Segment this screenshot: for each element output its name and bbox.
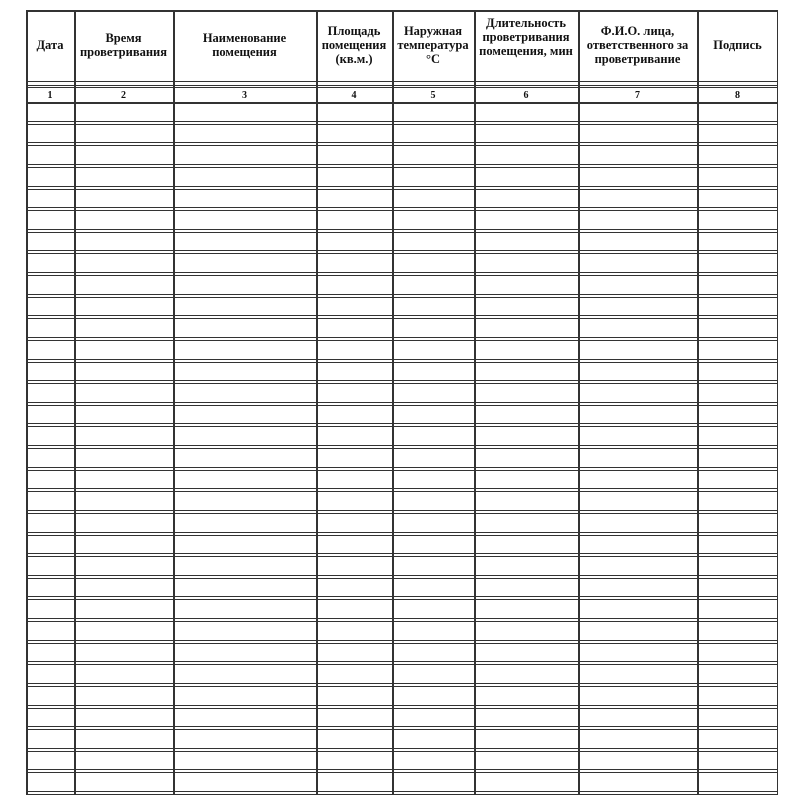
column-number-5: 5	[430, 89, 436, 101]
header-ventilation-duration: Длительность проветривания помещения, мин	[479, 16, 573, 58]
header-divider-rule	[26, 81, 778, 82]
row-inner-rule	[26, 445, 778, 446]
column-number-4: 4	[351, 89, 357, 101]
row-inner-rule	[26, 186, 778, 187]
table-row	[26, 752, 778, 774]
row-inner-rule	[26, 683, 778, 684]
row-inner-rule	[26, 380, 778, 381]
row-inner-rule	[26, 272, 778, 273]
number-band-rule	[26, 87, 778, 88]
row-inner-rule	[26, 791, 778, 792]
row-inner-rule	[26, 705, 778, 706]
row-inner-rule	[26, 315, 778, 316]
table-row	[26, 406, 778, 428]
row-inner-rule	[26, 618, 778, 619]
row-inner-rule	[26, 553, 778, 554]
row-inner-rule	[26, 467, 778, 468]
row-inner-rule	[26, 423, 778, 424]
row-inner-rule	[26, 488, 778, 489]
column-number-6: 6	[523, 89, 529, 101]
table-top-rule	[26, 10, 778, 12]
table-row	[26, 644, 778, 666]
header-room-name: Наименование помещения	[202, 31, 287, 59]
header-responsible-person: Ф.И.О. лица, ответственного за проветривание	[586, 24, 689, 66]
row-inner-rule	[26, 661, 778, 662]
row-inner-rule	[26, 748, 778, 749]
row-inner-rule	[26, 229, 778, 230]
row-inner-rule	[26, 640, 778, 641]
row-inner-rule	[26, 337, 778, 338]
table-row	[26, 471, 778, 493]
table-row	[26, 233, 778, 255]
column-number-3: 3	[242, 89, 247, 101]
row-inner-rule	[26, 596, 778, 597]
row-inner-rule	[26, 575, 778, 576]
header-divider-rule	[26, 85, 778, 86]
table-row	[26, 298, 778, 320]
header-signature: Подпись	[713, 38, 762, 52]
row-inner-rule	[26, 402, 778, 403]
row-inner-rule	[26, 532, 778, 533]
row-inner-rule	[26, 164, 778, 165]
row-inner-rule	[26, 142, 778, 143]
column-number-8: 8	[735, 89, 740, 101]
row-inner-rule	[26, 294, 778, 295]
header-room-area: Площадь помещения (кв.м.)	[321, 24, 387, 66]
header-outdoor-temperature: Наружная температура °С	[397, 24, 469, 66]
row-inner-rule	[26, 250, 778, 251]
row-inner-rule	[26, 359, 778, 360]
row-rule	[26, 794, 778, 796]
column-number-7: 7	[635, 89, 640, 101]
table-row	[26, 579, 778, 601]
row-inner-rule	[26, 769, 778, 770]
row-inner-rule	[26, 510, 778, 511]
table-row	[26, 125, 778, 147]
row-inner-rule	[26, 121, 778, 122]
row-inner-rule	[26, 207, 778, 208]
ventilation-log-table	[26, 10, 778, 795]
column-number-2: 2	[121, 89, 126, 101]
header-date: Дата	[36, 38, 64, 52]
column-number-1: 1	[47, 89, 53, 101]
row-inner-rule	[26, 726, 778, 727]
header-ventilation-time: Время проветривания	[79, 31, 167, 59]
